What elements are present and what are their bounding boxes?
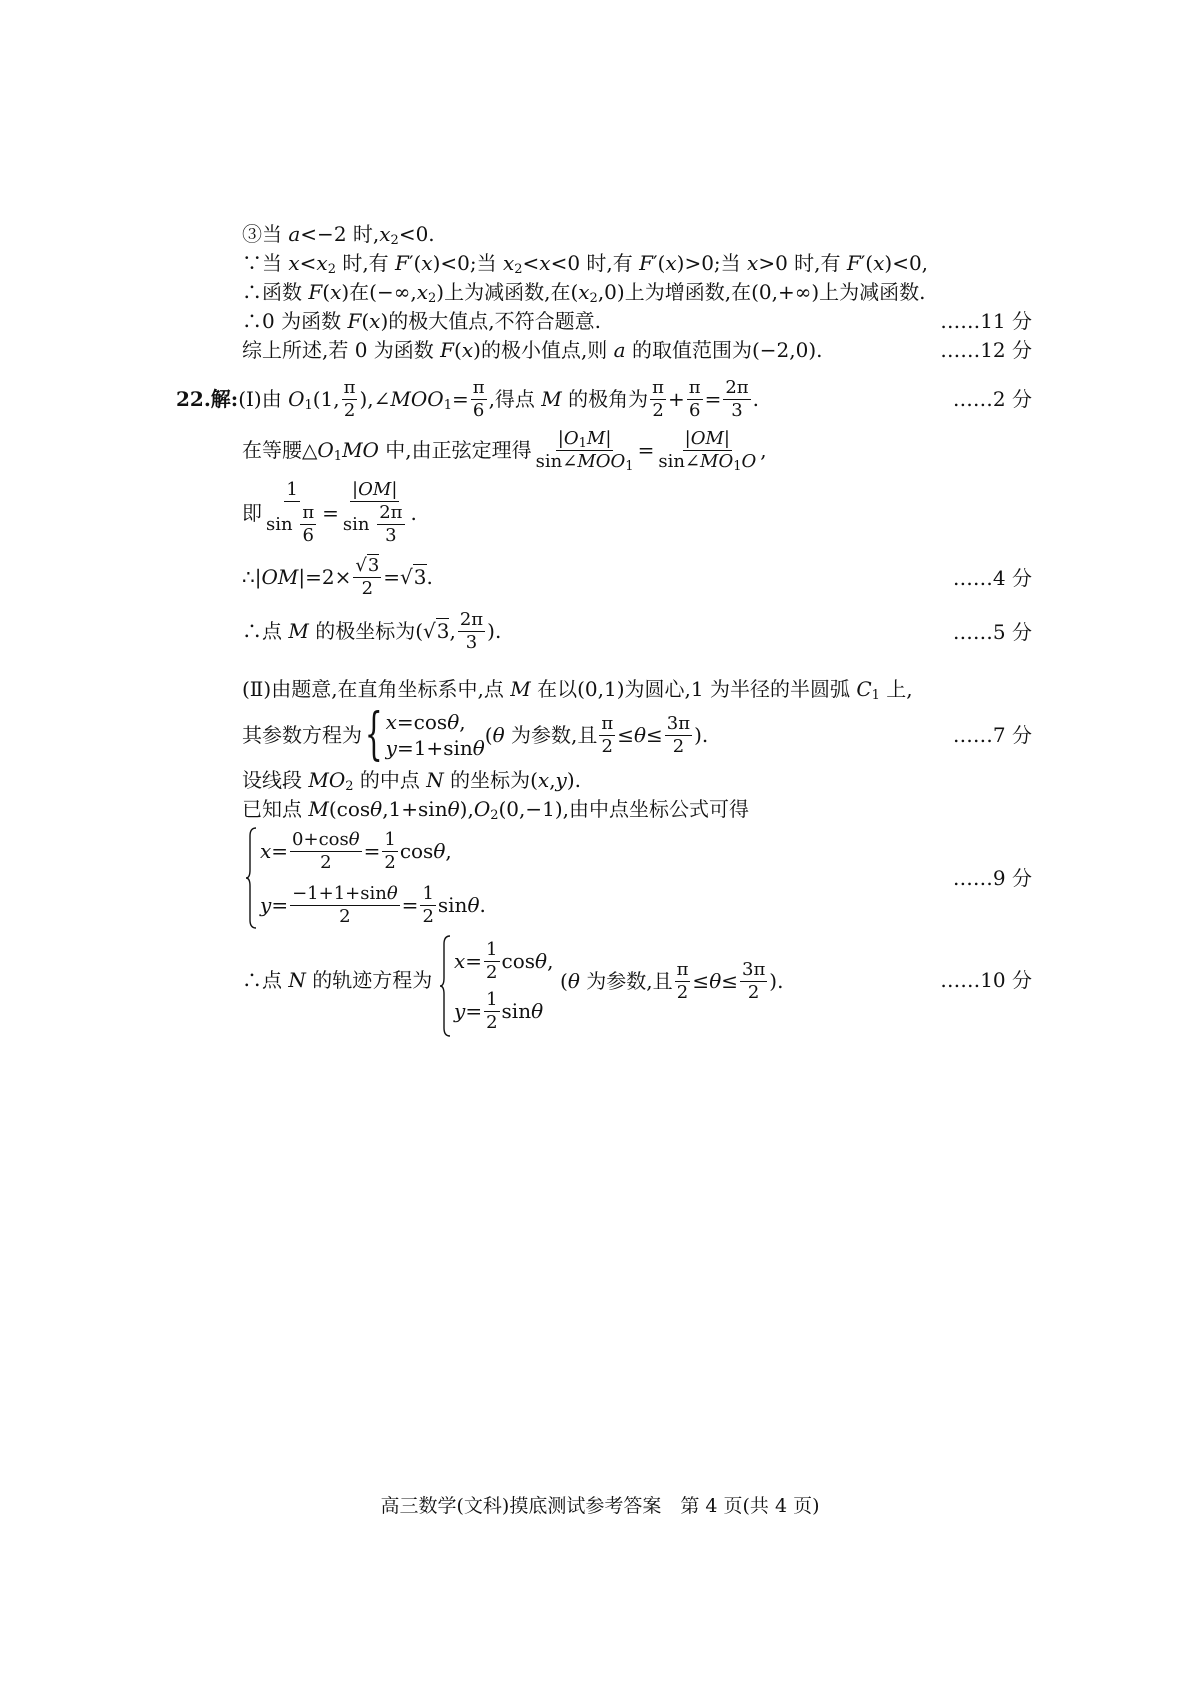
trajectory-y-line: y= $\frac{1}{2}$ sinθ [454,988,544,1033]
score-11: ……11 分 [940,309,1032,333]
q22-lead: 22.解: [176,387,239,411]
q22-part2-line: (Ⅱ)由题意,在直角坐标系中,点 M 在以(0,1)为圆心,1 为半径的半圆弧 $C_1$ 上, [242,677,913,703]
trajectory-label: ∴点 N 的轨迹方程为 [242,968,433,992]
case-3-line: ③当 a<−2 时$,x_2<0$. [242,222,435,248]
midpoint-x-line: x= $\frac{0+\cos\theta}{2}$ = $\frac{1}{2}$ cosθ, [260,828,452,873]
max-point-line: ∴0 为函数 F(x)的极大值点,不符合题意. [242,309,601,333]
param-eq-line: 其参数方程为 { x=cosθ, y=1+sinθ (θ 为参数,且 $\frac{\pi}{2}$ ≤θ≤ $\frac{3\pi}{2}$ ). [242,702,709,767]
score-2: ……2 分 [952,387,1032,411]
page-footer: 高三数学(文科)摸底测试参考答案 第 4 页(共 4 页) [380,1495,820,1517]
score-7: ……7 分 [952,723,1032,747]
om-value-line: ∴|OM|=2× $\frac{√3}{2}$ =√3. [242,554,433,599]
derivative-sign-line: ∵当 $x<x_2$ 时,有 F′(x)<0;当 $x_2<x<0$ 时,有 F′(x)>0;当 x>0 时,有 F′(x)<0, [242,251,929,277]
score-12: ……12 分 [940,338,1032,362]
trajectory-condition: (θ 为参数,且 $\frac{\pi}{2}$ ≤θ≤ $\frac{3\pi}{2}$ ). [560,958,784,1003]
score-4: ……4 分 [952,566,1032,590]
known-point-line: 已知点 $M(\cos\theta,1+\sin\theta),O_2(0,-1)$,由中点坐标公式可得 [242,797,750,823]
polar-coord-line: ∴点 M 的极坐标为(√3, $\frac{2\pi}{3}$ ). [242,608,502,653]
ratio-line: 即 1 sin $\frac{\pi}{6}$ = |OM| sin $\frac{2\pi}{3}$ . [242,479,417,546]
midpoint-y-line: y= $\frac{-1+1+\sin\theta}{2}$ = $\frac{1}{2}$ sinθ. [260,882,486,927]
brace-icon [244,826,258,930]
q22-part1-line: 22.解: (Ⅰ)由 $O_1(1$, $\frac{\pi}{2}$ )$,\angle MOO_1=$ $\frac{\pi}{6}$ ,得点 M 的极角为 $\frac{\pi}{2}$ + $\frac{\pi}{6}$ = $\frac{2\pi}{3}$ . [176,376,760,421]
score-9: ……9 分 [952,866,1032,890]
monotonic-line: ∴函数 F(x)在$(-\infty,x_2)$上为减函数,在$(x_2,0)$上为增函数,在(0,+∞)上为减函数. [242,280,926,306]
sine-law-line: 在等腰$\triangle O_1MO$ 中,由正弦定理得 $\frac{|O_1M|}{\sin\angle MOO_1}$ = $\frac{|OM|}{\sin\angle MO_1O}$ , [242,427,767,474]
brace-icon [438,934,452,1038]
conclusion-line: 综上所述,若 0 为函数 F(x)的极小值点,则 a 的取值范围为(−2,0). [242,338,823,362]
midpoint-line: 设线段 $MO_2$ 的中点 N 的坐标为(x,y). [242,768,582,794]
score-5: ……5 分 [952,620,1032,644]
trajectory-x-line: x= $\frac{1}{2}$ cosθ, [454,938,554,983]
score-10: ……10 分 [940,968,1032,992]
